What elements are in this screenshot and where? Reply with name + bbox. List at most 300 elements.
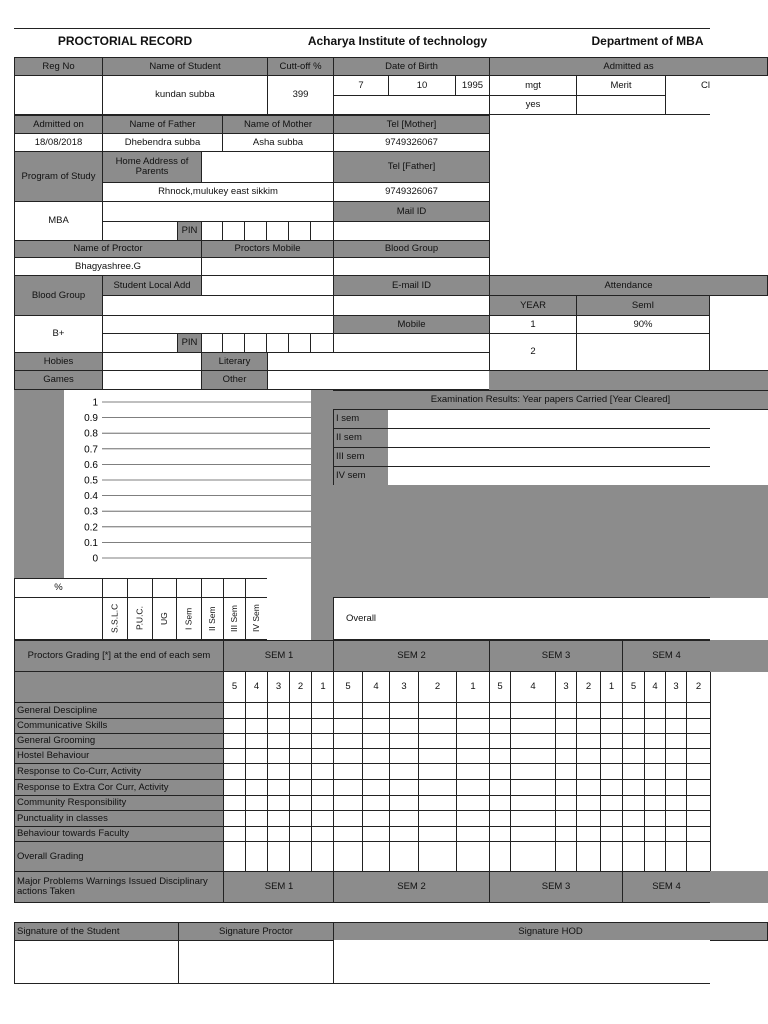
grade-cell[interactable] — [333, 718, 363, 734]
percent-cell[interactable] — [201, 578, 224, 598]
grade-cell[interactable] — [223, 748, 246, 764]
grade-cell[interactable] — [245, 779, 268, 796]
grade-cell[interactable] — [418, 795, 457, 811]
mail-id-value[interactable] — [333, 221, 490, 241]
grade-cell[interactable] — [665, 779, 687, 796]
grade-cell[interactable] — [576, 826, 601, 842]
grade-cell[interactable] — [289, 763, 312, 780]
pin-box-5[interactable] — [288, 221, 311, 241]
grade-cell[interactable] — [600, 763, 623, 780]
grade-cell[interactable] — [622, 763, 645, 780]
grade-cell[interactable] — [418, 779, 457, 796]
admitted-merit[interactable]: Merit — [576, 75, 666, 96]
grade-cell[interactable] — [223, 718, 246, 734]
grade-cell[interactable] — [245, 763, 268, 780]
literary-value[interactable] — [267, 352, 490, 371]
local-pin-box-5[interactable] — [288, 333, 311, 353]
grade-cell[interactable] — [389, 826, 419, 842]
percent-cell[interactable] — [176, 578, 202, 598]
exam-sem-value[interactable] — [388, 428, 710, 448]
grade-cell[interactable] — [456, 748, 490, 764]
grade-cell[interactable] — [267, 841, 290, 872]
major-problems-label: Major Problems Warnings Issued Disciplinary actions Taken — [14, 871, 224, 903]
grade-cell[interactable] — [644, 779, 666, 796]
grade-cell[interactable] — [418, 763, 457, 780]
chart-ytick-label: 0.8 — [84, 428, 98, 440]
grade-cell[interactable] — [665, 702, 687, 719]
grade-cell[interactable] — [418, 748, 457, 764]
grade-cell[interactable] — [665, 733, 687, 749]
father-name-value[interactable]: Dhebendra subba — [102, 133, 223, 152]
grade-cell[interactable] — [644, 748, 666, 764]
grade-col-header: 4 — [510, 671, 556, 703]
grade-cell[interactable] — [489, 779, 511, 796]
admitted-as-label: Admitted as — [489, 57, 768, 76]
grade-col-header: 1 — [600, 671, 623, 703]
grade-cell[interactable] — [489, 718, 511, 734]
sig-hod-box[interactable] — [333, 940, 710, 984]
grade-cell[interactable] — [267, 733, 290, 749]
grade-cell[interactable] — [311, 810, 335, 827]
other-label: Other — [201, 370, 268, 390]
grade-cell[interactable] — [389, 748, 419, 764]
grade-cell[interactable] — [362, 763, 390, 780]
attendance-year-1[interactable]: 1 — [489, 315, 577, 334]
grading-row-label: Behaviour towards Faculty — [14, 826, 224, 842]
chart-ytick-label: 0 — [92, 553, 98, 565]
percent-cell[interactable] — [152, 578, 177, 598]
attendance-sem1-value[interactable]: 90% — [576, 315, 710, 334]
grade-cell[interactable] — [333, 826, 363, 842]
local-pin-box-6[interactable] — [310, 333, 334, 353]
student-name-value[interactable]: kundan subba — [102, 75, 268, 115]
home-address-value[interactable]: Rhnock,mulukey east sikkim — [102, 182, 334, 202]
grade-cell[interactable] — [311, 763, 335, 780]
grade-cell[interactable] — [489, 748, 511, 764]
home-address-label: Home Address of Parents — [102, 151, 202, 183]
grade-cell[interactable] — [665, 718, 687, 734]
grade-cell[interactable] — [389, 779, 419, 796]
grade-cell[interactable] — [622, 826, 645, 842]
grade-cell[interactable] — [456, 733, 490, 749]
grade-cell[interactable] — [389, 810, 419, 827]
blood-group-value[interactable]: B+ — [14, 315, 103, 353]
grade-cell[interactable] — [223, 702, 246, 719]
grade-cell[interactable] — [245, 810, 268, 827]
grade-cell[interactable] — [576, 810, 601, 827]
exam-sem-label: II sem — [333, 428, 389, 448]
grade-cell[interactable] — [362, 748, 390, 764]
grade-cell[interactable] — [555, 795, 577, 811]
grade-cell[interactable] — [418, 702, 457, 719]
grade-cell[interactable] — [456, 810, 490, 827]
grade-cell[interactable] — [311, 826, 335, 842]
grade-cell[interactable] — [686, 763, 711, 780]
grade-cell[interactable] — [510, 779, 556, 796]
grade-cell[interactable] — [489, 841, 511, 872]
pin-box-3[interactable] — [244, 221, 267, 241]
grade-cell[interactable] — [333, 810, 363, 827]
local-pin-box-4[interactable] — [266, 333, 289, 353]
local-address-value[interactable] — [102, 295, 334, 316]
chart-category-label: II Sem — [201, 597, 224, 640]
grade-cell[interactable] — [555, 779, 577, 796]
grade-cell[interactable] — [622, 748, 645, 764]
grade-cell[interactable] — [311, 718, 335, 734]
grade-cell[interactable] — [665, 810, 687, 827]
grade-cell[interactable] — [510, 718, 556, 734]
tel-mother-value[interactable]: 9749326067 — [333, 133, 490, 152]
grade-cell[interactable] — [333, 702, 363, 719]
grade-cell[interactable] — [622, 841, 645, 872]
admitted-blank[interactable] — [576, 95, 666, 115]
grade-cell[interactable] — [644, 763, 666, 780]
grade-cell[interactable] — [555, 810, 577, 827]
grade-cell[interactable] — [600, 795, 623, 811]
grade-cell[interactable] — [456, 702, 490, 719]
chart-left-strip — [14, 390, 64, 578]
grading-row-label: Communicative Skills — [14, 718, 224, 734]
grade-cell[interactable] — [245, 702, 268, 719]
grade-cell[interactable] — [600, 810, 623, 827]
grade-cell[interactable] — [267, 763, 290, 780]
grade-cell[interactable] — [510, 702, 556, 719]
attendance-grey-block — [489, 370, 768, 390]
grade-cell[interactable] — [333, 779, 363, 796]
dob-blank[interactable] — [333, 95, 490, 115]
chart-right-strip — [311, 390, 334, 640]
grade-cell[interactable] — [289, 810, 312, 827]
proctor-mobile-label: Proctors Mobile — [201, 240, 334, 258]
grade-cell[interactable] — [576, 733, 601, 749]
grade-cell[interactable] — [456, 795, 490, 811]
mobile-value[interactable] — [333, 333, 490, 353]
reg-no-value[interactable] — [14, 75, 103, 115]
grade-cell[interactable] — [333, 795, 363, 811]
grade-cell[interactable] — [489, 810, 511, 827]
pin-box-6[interactable] — [310, 221, 334, 241]
grade-cell[interactable] — [600, 702, 623, 719]
grade-cell[interactable] — [223, 810, 246, 827]
grade-cell[interactable] — [362, 795, 390, 811]
grade-cell[interactable] — [267, 748, 290, 764]
attendance-label: Attendance — [489, 275, 768, 296]
games-label: Games — [14, 370, 103, 390]
grade-cell[interactable] — [686, 733, 711, 749]
grade-cell[interactable] — [362, 826, 390, 842]
grade-cell[interactable] — [622, 702, 645, 719]
grade-cell[interactable] — [576, 763, 601, 780]
pin-label: PIN — [177, 221, 202, 241]
address-line-3[interactable] — [102, 221, 178, 241]
grade-cell[interactable] — [333, 748, 363, 764]
grading-row-label: General Grooming — [14, 733, 224, 749]
grade-cell[interactable] — [600, 733, 623, 749]
email-id-value[interactable] — [333, 295, 490, 316]
grade-col-header: 3 — [555, 671, 577, 703]
grade-cell[interactable] — [555, 702, 577, 719]
chart-ytick-label: 0.6 — [84, 459, 98, 471]
grade-cell[interactable] — [267, 779, 290, 796]
proctor-mobile-value[interactable] — [201, 257, 334, 276]
admitted-on-label: Admitted on — [14, 115, 103, 134]
grade-cell[interactable] — [510, 810, 556, 827]
pin-box-4[interactable] — [266, 221, 289, 241]
grade-cell[interactable] — [510, 763, 556, 780]
grade-cell[interactable] — [289, 718, 312, 734]
attendance-year-label: YEAR — [489, 295, 577, 316]
grade-col-header: 1 — [311, 671, 335, 703]
percent-cell[interactable] — [223, 578, 246, 598]
grade-cell[interactable] — [489, 826, 511, 842]
grade-cell[interactable] — [362, 702, 390, 719]
grade-cell[interactable] — [644, 795, 666, 811]
grade-cell[interactable] — [622, 795, 645, 811]
program-value[interactable]: MBA — [14, 201, 103, 241]
grade-cell[interactable] — [686, 795, 711, 811]
grade-cell[interactable] — [389, 763, 419, 780]
other-value[interactable] — [267, 370, 490, 390]
grade-cell[interactable] — [576, 841, 601, 872]
grade-cell[interactable] — [686, 748, 711, 764]
grade-cell[interactable] — [362, 779, 390, 796]
grade-cell[interactable] — [245, 826, 268, 842]
grade-cell[interactable] — [622, 779, 645, 796]
grade-cell[interactable] — [245, 718, 268, 734]
grade-cell[interactable] — [267, 795, 290, 811]
address-line-2[interactable] — [102, 201, 334, 222]
grade-cell[interactable] — [622, 810, 645, 827]
grade-cell[interactable] — [418, 733, 457, 749]
grade-cell[interactable] — [362, 810, 390, 827]
grade-cell[interactable] — [311, 841, 335, 872]
grade-cell[interactable] — [289, 795, 312, 811]
grade-cell[interactable] — [555, 826, 577, 842]
grade-cell[interactable] — [389, 733, 419, 749]
grade-col-header: 2 — [289, 671, 312, 703]
admitted-blank-2[interactable] — [665, 95, 710, 115]
grade-cell[interactable] — [686, 718, 711, 734]
grade-cell[interactable] — [333, 763, 363, 780]
mobile-label: Mobile — [333, 315, 490, 334]
institute-name: Acharya Institute of technology — [307, 33, 488, 48]
grade-cell[interactable] — [267, 826, 290, 842]
grade-cell[interactable] — [456, 779, 490, 796]
proctor-name-value[interactable]: Bhagyashree.G — [14, 257, 202, 276]
grade-cell[interactable] — [289, 733, 312, 749]
sig-proctor-box[interactable] — [178, 940, 334, 984]
grade-cell[interactable] — [489, 795, 511, 811]
chart-ytick-label: 0.2 — [84, 522, 98, 534]
grade-cell[interactable] — [267, 718, 290, 734]
grade-cell[interactable] — [686, 779, 711, 796]
home-address-extra[interactable] — [201, 151, 334, 183]
grade-cell[interactable] — [267, 810, 290, 827]
exam-sem-value[interactable] — [388, 447, 710, 467]
grade-cell[interactable] — [311, 733, 335, 749]
grade-cell[interactable] — [644, 733, 666, 749]
grade-cell[interactable] — [555, 718, 577, 734]
percent-cell[interactable] — [127, 578, 153, 598]
grade-cell[interactable] — [223, 795, 246, 811]
grade-cell[interactable] — [245, 748, 268, 764]
grade-cell[interactable] — [510, 748, 556, 764]
grade-cell[interactable] — [510, 826, 556, 842]
admitted-yes[interactable]: yes — [489, 95, 577, 115]
grade-cell[interactable] — [600, 826, 623, 842]
grade-cell[interactable] — [456, 718, 490, 734]
grade-cell[interactable] — [644, 841, 666, 872]
grade-cell[interactable] — [289, 779, 312, 796]
grade-cell[interactable] — [362, 718, 390, 734]
percent-cell[interactable] — [102, 578, 128, 598]
grade-cell[interactable] — [267, 702, 290, 719]
grade-cell[interactable] — [245, 733, 268, 749]
attendance-year-2[interactable]: 2 — [489, 333, 577, 371]
grade-cell[interactable] — [644, 718, 666, 734]
grade-cell[interactable] — [489, 733, 511, 749]
pin-box-1[interactable] — [201, 221, 223, 241]
chart-ytick-label: 0.5 — [84, 475, 98, 487]
grade-cell[interactable] — [456, 826, 490, 842]
tel-father-value[interactable]: 9749326067 — [333, 182, 490, 202]
grade-cell[interactable] — [389, 795, 419, 811]
admitted-mgt[interactable]: mgt — [489, 75, 577, 96]
dob-year[interactable]: 1995 — [455, 75, 490, 96]
grade-cell[interactable] — [600, 748, 623, 764]
grade-cell[interactable] — [686, 826, 711, 842]
hobbies-value[interactable] — [102, 352, 202, 371]
grade-cell[interactable] — [665, 826, 687, 842]
exam-sem-label: I sem — [333, 409, 389, 429]
grade-cell[interactable] — [418, 718, 457, 734]
grade-cell[interactable] — [555, 748, 577, 764]
grade-cell[interactable] — [245, 795, 268, 811]
grade-col-header: 4 — [362, 671, 390, 703]
grade-cell[interactable] — [289, 748, 312, 764]
grading-row-label: Overall Grading — [14, 841, 224, 872]
dob-month[interactable]: 10 — [388, 75, 456, 96]
chart-ytick-label: 0.4 — [84, 491, 98, 503]
grade-cell[interactable] — [686, 841, 711, 872]
local-pin-box-2[interactable] — [222, 333, 245, 353]
grade-cell[interactable] — [289, 841, 312, 872]
grade-cell[interactable] — [289, 826, 312, 842]
admitted-cut[interactable]: Cl — [665, 75, 710, 96]
grade-cell[interactable] — [389, 702, 419, 719]
grade-cell[interactable] — [311, 779, 335, 796]
blood-group-header-value[interactable] — [333, 257, 490, 276]
grade-cell[interactable] — [510, 841, 556, 872]
grade-cell[interactable] — [311, 748, 335, 764]
admitted-on-value[interactable]: 18/08/2018 — [14, 133, 103, 152]
grade-cell[interactable] — [418, 841, 457, 872]
grade-cell[interactable] — [600, 841, 623, 872]
sig-hod-label: Signature HOD — [333, 922, 768, 941]
grade-cell[interactable] — [418, 826, 457, 842]
grade-cell[interactable] — [311, 702, 335, 719]
grade-col-header: 5 — [333, 671, 363, 703]
grade-cell[interactable] — [223, 733, 246, 749]
grade-cell[interactable] — [555, 841, 577, 872]
mother-name-value[interactable]: Asha subba — [222, 133, 334, 152]
chart-category-label: IV Sem — [245, 597, 268, 640]
games-value[interactable] — [102, 370, 202, 390]
grade-cell[interactable] — [223, 779, 246, 796]
proctor-name-label: Name of Proctor — [14, 240, 202, 258]
grade-cell[interactable] — [223, 841, 246, 872]
grade-cell[interactable] — [665, 763, 687, 780]
grade-cell[interactable] — [576, 748, 601, 764]
sig-student-box[interactable] — [14, 940, 179, 984]
exam-sem-value[interactable] — [388, 409, 710, 429]
grade-cell[interactable] — [389, 841, 419, 872]
grade-cell[interactable] — [686, 810, 711, 827]
dob-day[interactable]: 7 — [333, 75, 389, 96]
grade-cell[interactable] — [489, 763, 511, 780]
grade-cell[interactable] — [576, 718, 601, 734]
grade-cell[interactable] — [489, 702, 511, 719]
cutoff-value[interactable]: 399 — [267, 75, 334, 115]
grade-cell[interactable] — [245, 841, 268, 872]
grade-cell[interactable] — [665, 841, 687, 872]
local-address-line-3[interactable] — [102, 333, 178, 353]
grade-cell[interactable] — [600, 718, 623, 734]
grade-cell[interactable] — [644, 810, 666, 827]
grade-cell[interactable] — [622, 733, 645, 749]
grade-cell[interactable] — [311, 795, 335, 811]
grade-cell[interactable] — [456, 763, 490, 780]
grade-cell[interactable] — [223, 763, 246, 780]
grade-cell[interactable] — [644, 702, 666, 719]
pin-box-2[interactable] — [222, 221, 245, 241]
attendance-year-2-value[interactable] — [576, 333, 710, 371]
grade-cell[interactable] — [510, 733, 556, 749]
exam-sem-value[interactable] — [388, 466, 710, 486]
grade-cell[interactable] — [362, 733, 390, 749]
grade-cell[interactable] — [389, 718, 419, 734]
grade-cell[interactable] — [686, 702, 711, 719]
grade-cell[interactable] — [362, 841, 390, 872]
grade-cell[interactable] — [289, 702, 312, 719]
grade-cell[interactable] — [456, 841, 490, 872]
grade-cell[interactable] — [600, 779, 623, 796]
grade-cell[interactable] — [555, 733, 577, 749]
local-pin-box-1[interactable] — [201, 333, 223, 353]
local-address-extra[interactable] — [201, 275, 334, 296]
grade-cell[interactable] — [644, 826, 666, 842]
grade-cell[interactable] — [223, 826, 246, 842]
local-address-line-2[interactable] — [102, 315, 334, 334]
grade-cell[interactable] — [665, 795, 687, 811]
percent-cell[interactable] — [245, 578, 268, 598]
grade-cell[interactable] — [510, 795, 556, 811]
grade-cell[interactable] — [576, 779, 601, 796]
grade-cell[interactable] — [576, 795, 601, 811]
grade-cell[interactable] — [418, 810, 457, 827]
grade-cell[interactable] — [622, 718, 645, 734]
local-pin-box-3[interactable] — [244, 333, 267, 353]
grade-cell[interactable] — [555, 763, 577, 780]
grade-cell[interactable] — [576, 702, 601, 719]
attendance-sem1-label: SemI — [576, 295, 710, 316]
reg-no-label: Reg No — [14, 57, 103, 76]
overall-value[interactable] — [388, 597, 710, 640]
grade-cell[interactable] — [333, 841, 363, 872]
percent-blank[interactable] — [14, 597, 103, 640]
grade-cell[interactable] — [665, 748, 687, 764]
grade-cell[interactable] — [333, 733, 363, 749]
